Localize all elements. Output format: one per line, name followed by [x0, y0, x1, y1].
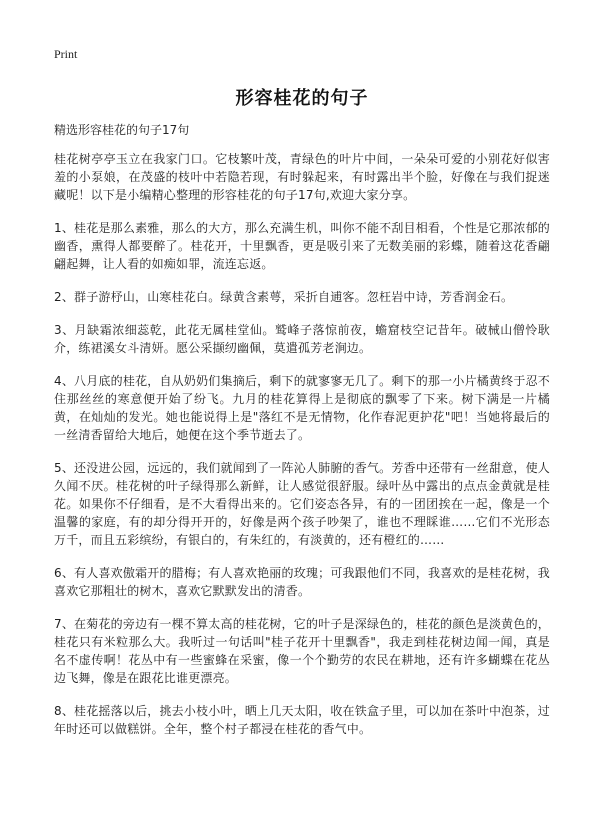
print-link[interactable]: Print [54, 47, 78, 61]
intro-paragraph: 桂花树亭亭玉立在我家门口。它枝繁叶茂，青绿色的叶片中间，一朵朵可爱的小别花好似害羞的小泵娘，在茂盛的枝叶中若隐若现，有时躲起来，有时露出半个脸，好像在与我们捉迷藏呢！以下是小编精心整理的形容桂花的句子17句,欢迎大家分享。 [54, 152, 550, 202]
paragraph-4: 4、八月底的桂花，自从奶奶们集摘后，剩下的就寥寥无几了。剩下的那一小片橘黄终于忍不住那丝丝的寒意便开始了纷飞。九月的桂花算得上是彻底的飘零了下来。树下满是一片橘黄，在灿灿的发光。她也能说得上是"落红不是无情物，化作春泥更护花"吧！当她将最后的一丝清香留给大地后，她便在这个季节逝去了。 [54, 374, 550, 442]
paragraph-6: 6、有人喜欢傲霜开的腊梅；有人喜欢艳丽的玫瑰；可我跟他们不同，我喜欢的是桂花树，我喜欢它那粗壮的树木，喜欢它默默发出的清香。 [54, 566, 550, 598]
paragraph-8: 8、桂花摇落以后，挑去小枝小叶，晒上几天太阳，收在铁盒子里，可以加在茶叶中泡茶，过年时还可以做糕饼。全年，整个村子都浸在桂花的香气中。 [54, 704, 550, 736]
paragraph-2: 2、群子游杼山，山寒桂花白。绿黄含素萼，采折自逋客。忽枉岩中诗，芳香润金石。 [54, 290, 514, 304]
paragraph-5: 5、还没进公园，远远的，我们就闻到了一阵沁人肺腑的香气。芳香中还带有一丝甜意，使人久闻不厌。桂花树的叶子绿得那么新鲜，让人感觉很舒服。绿叶丛中露出的点点金黄就是桂花。如果你不仔细看，是不大看得出来的。它们姿态各异，有的一团团挨在一起，像是一个温馨的家庭，有的却分得开开的，好像是两个孩子吵架了，谁也不理睬谁……它们不光形态万千，而且五彩缤纷，有银白的，有朱红的，有淡黄的，还有橙红的…… [54, 461, 550, 547]
page-title: 形容桂花的句子 [235, 88, 369, 109]
paragraph-7: 7、在菊花的旁边有一棵不算太高的桂花树，它的叶子是深绿色的，桂花的颜色是淡黄色的，桂花只有米粒那么大。我听过一句话叫"桂子花开十里飘香"，我走到桂花树边闻一闻，真是名不虚传啊！花丛中有一些蜜蜂在采蜜，像一个个勤劳的农民在耕地，还有许多蝴蝶在花丛边飞舞，像是在跟花比谁更漂亮。 [54, 617, 550, 685]
article-body [54, 150, 550, 753]
paragraph-3: 3、月缺霜浓细蕊乾，此花无属桂堂仙。鹫峰子落惊前夜，蟾窟枝空记昔年。破械山僧怜耿介，练裙溪女斗清妍。愿公采撷纫幽佩，莫遣孤芳老涧边。 [54, 323, 550, 355]
paragraph-1: 1、桂花是那么素雅，那么的大方，那么充满生机，叫你不能不刮目相看，个性是它那浓郁的幽香，熏得人都要醉了。桂花开，十里飘香，更是吸引来了无数美丽的彩蝶，随着这花香翩翩起舞，让人看的如痴如罪，流连忘返。 [54, 221, 550, 271]
article-subtitle: 精选形容桂花的句子17句 [54, 123, 190, 137]
